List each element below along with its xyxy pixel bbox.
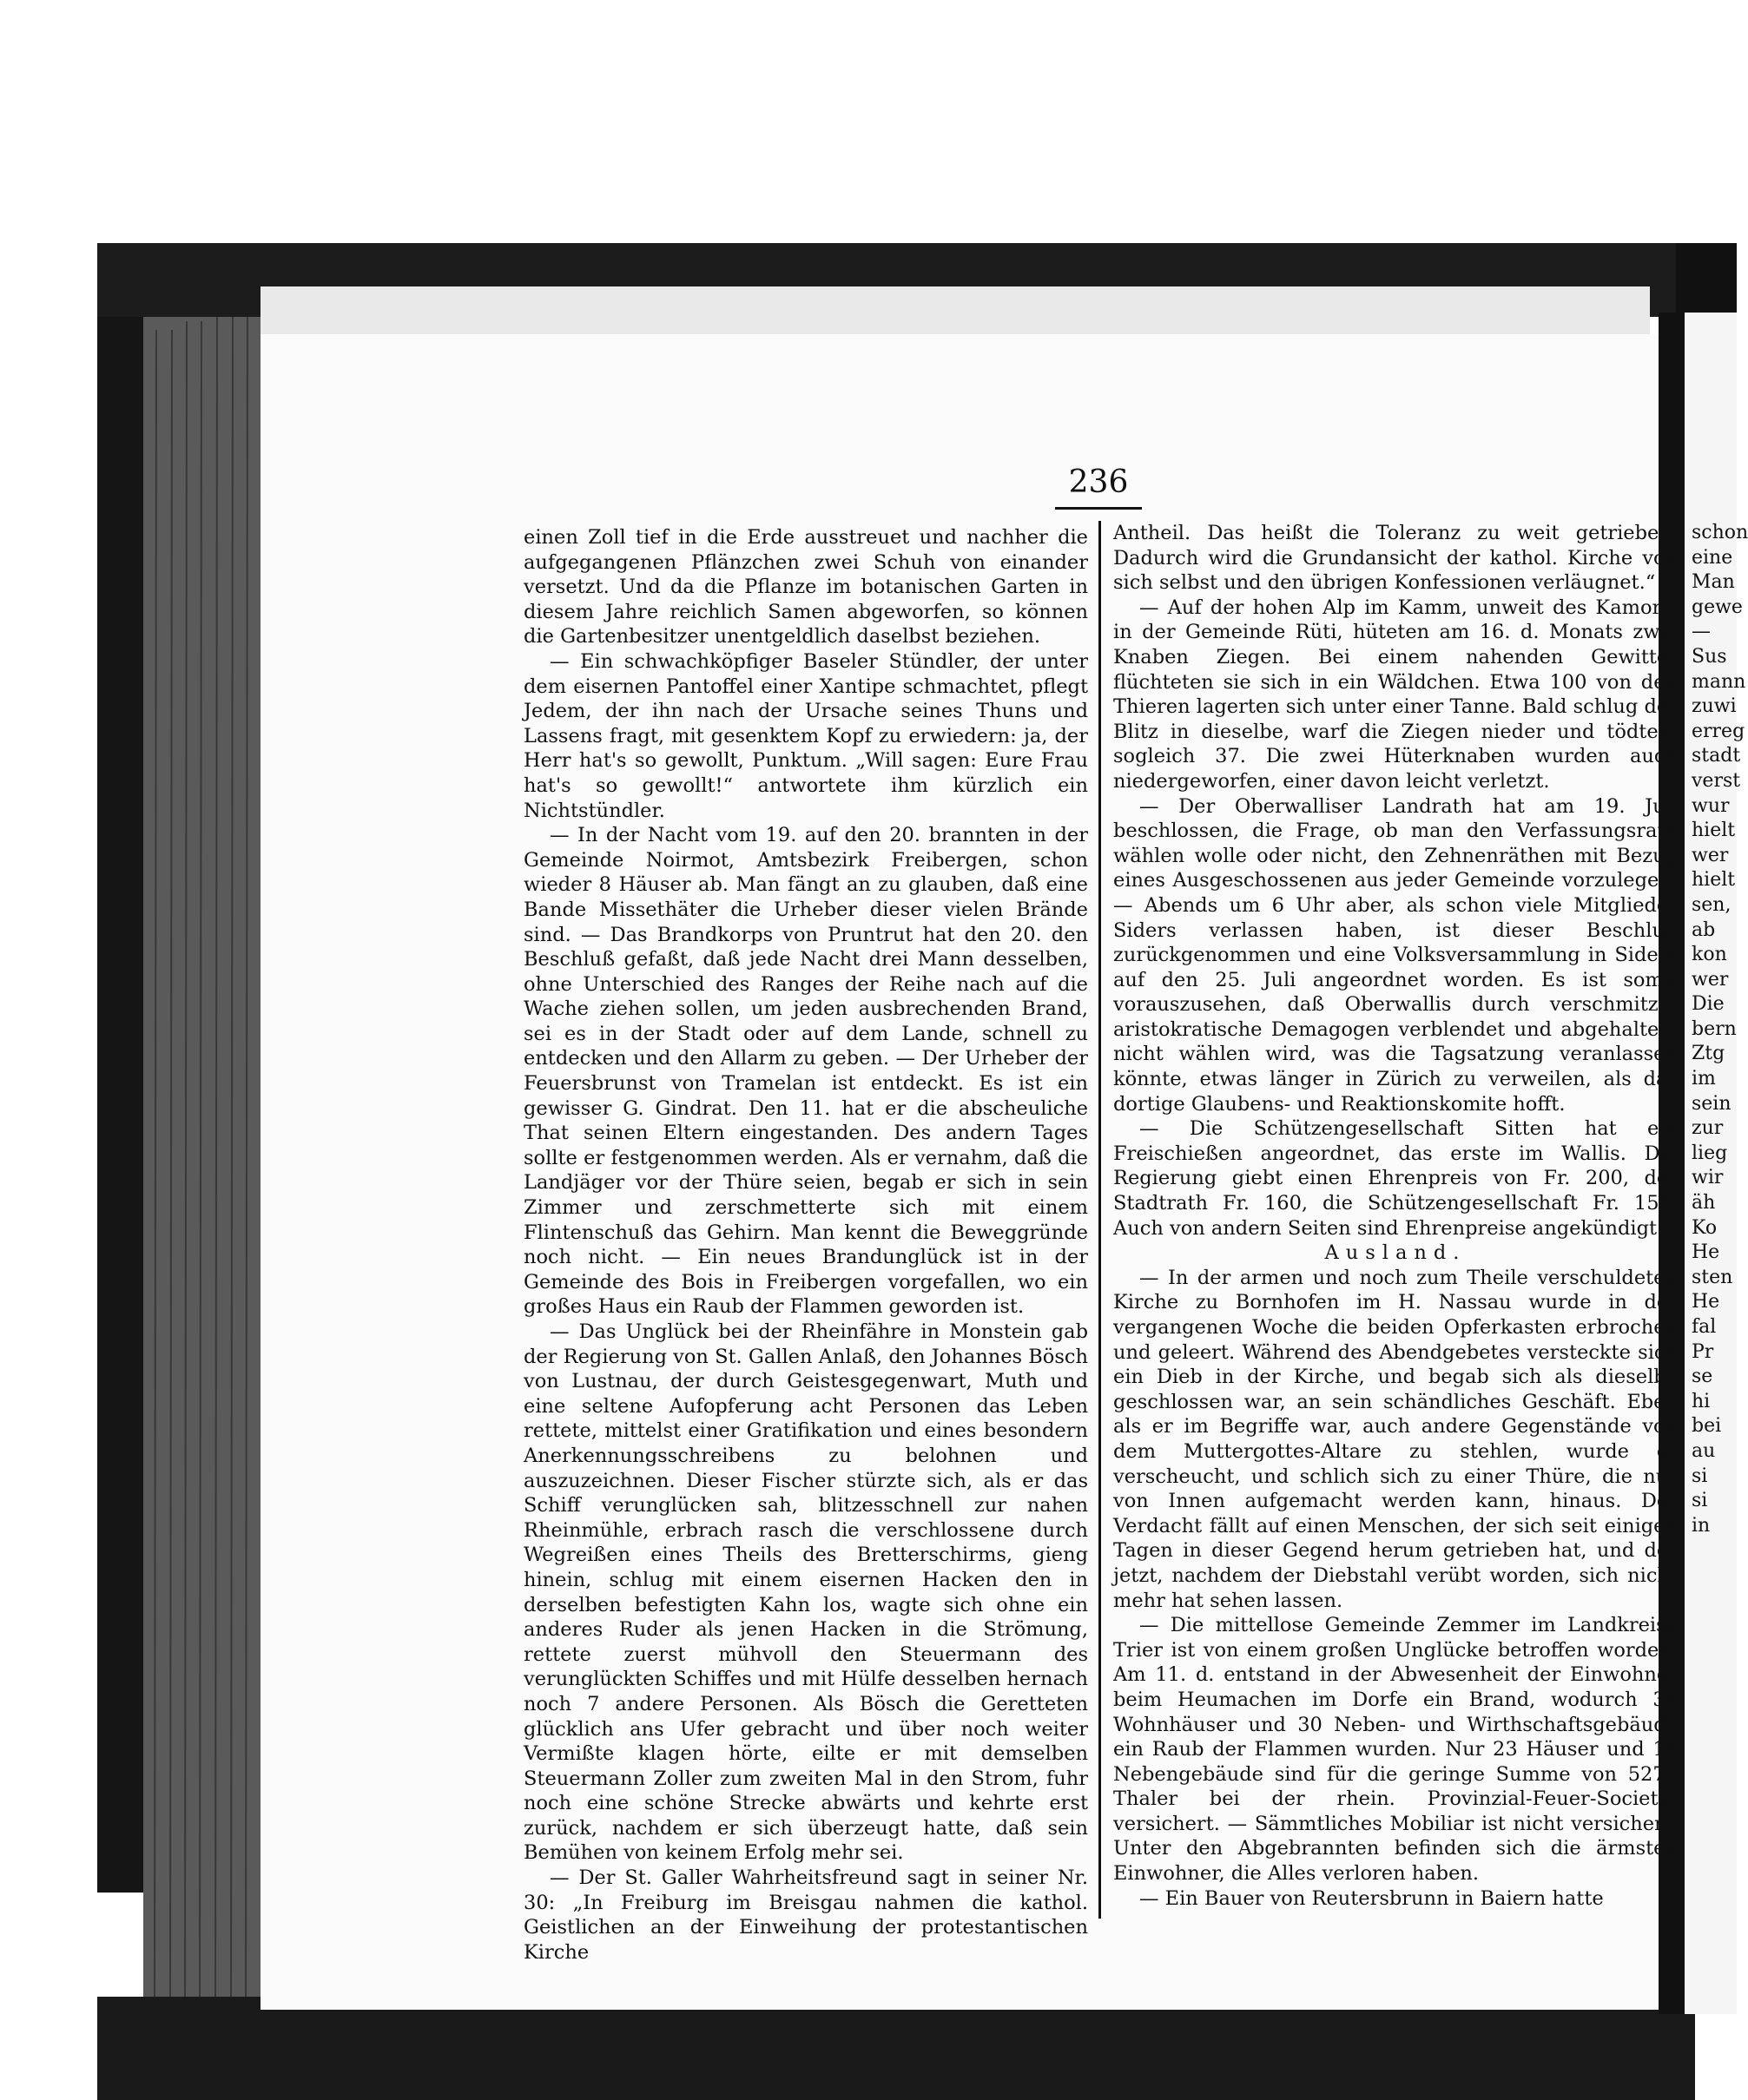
left-column-paragraph: — Ein schwachköpfiger Baseler Stündler, der unter dem eisernen Pantoffel einer Xantipe schmachtet, pflegt Jedem, der ihn nach der Ursache seines Thuns und Lassens fragt, mit gesenktem Kopf zu erwiedern: ja, der Herr hat's so gewollt, Punktum. „Will sagen: Eure Frau hat's so gewollt!“ antwortete ihm kürzlich ein Nichtstündler. [524,649,1088,822]
right-column-paragraph: — In der armen und noch zum Theile verschuldeten Kirche zu Bornhofen im H. Nassau wurde in der vergangenen Woche die beiden Opferkasten erbrochen und geleert. Während des Abendgebetes versteckte sich ein Dieb in der Kirche, und begab sich als dieselbe geschlossen war, an sein schändliches Geschäft. Eben als er im Begriffe war, auch andere Gegenstände von dem Muttergottes-Altare zu stehlen, wurde er verscheucht, und schlich sich zu einer Thüre, die nur von Innen aufgemacht werden kann, hinaus. Der Verdacht fällt auf einen Menschen, der sich seit einigen Tagen in dieser Gegend herum getrieben hat, und der jetzt, nachdem der Diebstahl verübt worden, sich nicht mehr hat sehen lassen. [1113,1266,1678,1612]
next-page-line: bern [1692,1017,1737,1040]
next-page-line: si [1692,1465,1708,1487]
next-page-line: im [1692,1068,1716,1090]
next-page-line: zur [1692,1117,1724,1140]
page-number: 236 [1068,464,1129,500]
next-page-line: wer [1692,968,1729,991]
next-page-line: sein [1692,1092,1732,1115]
next-page-line: gewe [1692,596,1743,618]
next-page-line: hielt [1692,869,1736,892]
book-top-light [261,286,1650,334]
next-page-line: Ztg [1692,1043,1725,1065]
next-page-line: verst [1692,769,1741,792]
next-page-line: zuwi [1692,695,1737,718]
next-page-line: erreg [1692,720,1745,742]
next-page-line: äh [1692,1192,1716,1215]
next-page-line: lieg [1692,1142,1728,1164]
next-page-line: eine [1692,546,1733,569]
left-column [524,525,1088,1964]
next-page-line: sten [1692,1266,1733,1288]
right-column-paragraph: — Auf der hohen Alp im Kamm, unweit des Kamors, in der Gemeinde Rüti, hüteten am 16. d. Monats zwei Knaben Ziegen. Bei einem nahenden Gewitter flüchteten sie sich in ein Wäldchen. Etwa 100 von den Thieren lagerten sich unter einer Tanne. Bald schlug der Blitz in dieselbe, warf die Ziegen nieder und tödtete sogleich 37. Die zwei Hüterknaben wurden auch niedergeworfen, einer davon leicht verletzt. [1113,596,1678,793]
next-page-line: in [1692,1514,1711,1537]
right-column [1113,521,1678,1945]
column-divider [1098,521,1101,1919]
left-column-paragraph: — Das Unglück bei der Rheinfähre in Monstein gab der Regierung von St. Gallen Anlaß, den Johannes Bösch von Lustnau, der durch Geistesgegenwart, Muth und eine seltene Aufopferung acht Personen das Leben rettete, mittelst einer Gratifikation und eines besondern Anerkennungsschreibens zu belohnen und auszuzeichnen. Dieser Fischer stürzte sich, als er das Schiff verunglücken sah, blitzesschnell zur nahen Rheinmühle, erbrach rasch die verschlossene durch Wegreißen eines Theils des Bretterschirms, gieng hinein, schlug mit einem eisernen Hacken den in derselben befestigten Kahn los, wagte sich ohne ein anderes Ruder als jenen Hacken in die Strömung, rettete zuerst mühvoll den Steuermann des verunglückten Schiffes und mit Hülfe desselben hernach noch 7 andere Personen. Als Bösch die Geretteten glücklich ans Ufer gebracht und über noch weiter Vermißte klagen hörte, eilte er mit demselben Steuermann Zoller zum zweiten Mal in den Strom, fuhr noch eine schöne Strecke abwärts und kehrte erst zurück, nachdem er sich überzeugt hatte, daß sein Bemühen von keinem Erfolg mehr sei. [524,1320,1088,1865]
next-page-fragment [1692,521,1748,1953]
next-page-line: Pr [1692,1340,1714,1363]
next-page-line: bei [1692,1415,1722,1438]
next-page-line: He [1692,1241,1720,1264]
next-page-line: kon [1692,944,1727,966]
right-column-paragraph: — Der Oberwalliser Landrath hat am 19. Juli beschlossen, die Frage, ob man den Verfassungsrath wählen wolle oder nicht, den Zehnenräthen mit Bezug eines Ausgeschossenen aus jeder Gemeinde vorzulegen. — Abends um 6 Uhr aber, als schon viele Mitglieder Siders verlassen haben, ist dieser Beschluß zurückgenommen und eine Volksversammlung in Siders auf den 25. Juli angeordnet worden. Es ist somit vorauszusehen, daß Oberwallis durch verschmitzte aristokratische Demagogen verblendet und abgehalten, nicht wählen wird, was die Tagsatzung veranlassen könnte, etwas länger in Zürich zu verweilen, als das dortige Glaubens- und Reaktionskomite hofft. [1113,794,1678,1116]
next-page-line: au [1692,1439,1716,1462]
next-page-line: wer [1692,844,1729,866]
book-bottom-edge [97,1997,1695,2100]
next-page-line: schon [1692,522,1748,543]
next-page-line: fal [1692,1316,1717,1338]
next-page-line: si [1692,1490,1708,1512]
next-page-line: sen, [1692,893,1732,916]
left-column-paragraph: — In der Nacht vom 19. auf den 20. brannten in der Gemeinde Noirmot, Amtsbezirk Freibergen, schon wieder 8 Häuser ab. Man fängt an zu glauben, daß eine Bande Missethäter die Urheber dieser vielen Brände sind. — Das Brandkorps von Pruntrut hat den 20. den Beschluß gefaßt, daß jede Nacht drei Mann desselben, ohne Unterschied des Ranges der Reihe nach auf die Wache ziehen sollen, um jeden ausbrechenden Brand, sei es in der Stadt oder auf dem Lande, schnell zu entdecken und den Allarm zu geben. — Der Urheber der Feuersbrunst von Tramelan ist entdeckt. Es ist ein gewisser G. Gindrat. Den 11. hat er die abscheuliche That seinen Eltern eingestanden. Des andern Tages sollte er festgenommen werden. Als er vernahm, daß die Landjäger vor der Thüre seien, begab er sich in sein Zimmer und zerschmetterte sich mit einem Flintenschuß das Gehirn. Man kennt die Beweggründe noch nicht. — Ein neues Brandunglück ist in der Gemeinde des Bois in Freibergen vorgefallen, wo ein großes Haus ein Raub der Flammen geworden ist. [524,824,1088,1319]
next-page-line: stadt [1692,745,1741,767]
right-column-paragraph: — Die Schützengesellschaft Sitten hat ein Freischießen angeordnet, das erste im Wallis. Die Regierung giebt einen Ehrenpreis von Fr. 200, der Stadtrath Fr. 160, die Schützengesellschaft Fr. 150. Auch von andern Seiten sind Ehrenpreise angekündigt. [1113,1117,1678,1240]
top-right-black [1676,243,1737,313]
next-page-line: wir [1692,1167,1724,1189]
next-page-line: se [1692,1366,1713,1388]
next-page-line: Man [1692,571,1735,594]
next-page-line: hielt [1692,820,1736,842]
next-page-line: ab [1692,918,1716,941]
next-page-line: Ko [1692,1216,1718,1239]
next-page-line: Die [1692,993,1725,1016]
right-column-paragraph: — Die mittellose Gemeinde Zemmer im Landkreise Trier ist von einem großen Unglücke betroffen worden. Am 11. d. entstand in der Abwesenheit der Einwohner beim Heumachen im Dorfe ein Brand, wodurch 35 Wohnhäuser und 30 Neben- und Wirthschaftsgebäude ein Raub der Flammen wurden. Nur 23 Häuser und 19 Nebengebäude sind für die geringe Summe von 5270 Thaler bei der rhein. Provinzial-Feuer-Societät versichert. — Sämmtliches Mobiliar ist nicht versichert. Unter den Abgebrannten befinden sich die ärmsten Einwohner, die Alles verloren haben. [1113,1614,1678,1886]
right-column-paragraph: — Ein Bauer von Reutersbrunn in Baiern hatte [1139,1886,1604,1910]
next-page-line: — [1692,621,1711,643]
next-page-line: He [1692,1291,1720,1313]
next-page-line: wur [1692,794,1730,817]
next-page-line: hi [1692,1390,1711,1412]
right-column-paragraph: Ausland. [1324,1241,1467,1265]
left-column-paragraph: einen Zoll tief in die Erde ausstreuet und nachher die aufgegangenen Pflänzchen zwei Schuh von einander versetzt. Und da die Pflanze im botanischen Garten in diesem Jahre reichlich Samen abgeworfen, so können die Gartenbesitzer unentgeldlich daselbst beziehen. [524,526,1088,648]
next-page-line: Sus [1692,645,1727,668]
next-page-line: mann [1692,670,1746,693]
page-number-rule [1055,507,1142,510]
right-column-paragraph: Antheil. Das heißt die Toleranz zu weit getrieben. Dadurch wird die Grundansicht der kathol. Kirche von sich selbst und den übrigen Konfessionen verläugnet.“ [1113,522,1678,595]
left-column-paragraph: — Der St. Galler Wahrheitsfreund sagt in seiner Nr. 30: „In Freiburg im Breisgau nahmen die kathol. Geistlichen an der Einweihung der protestantischen Kirche [524,1866,1088,1964]
